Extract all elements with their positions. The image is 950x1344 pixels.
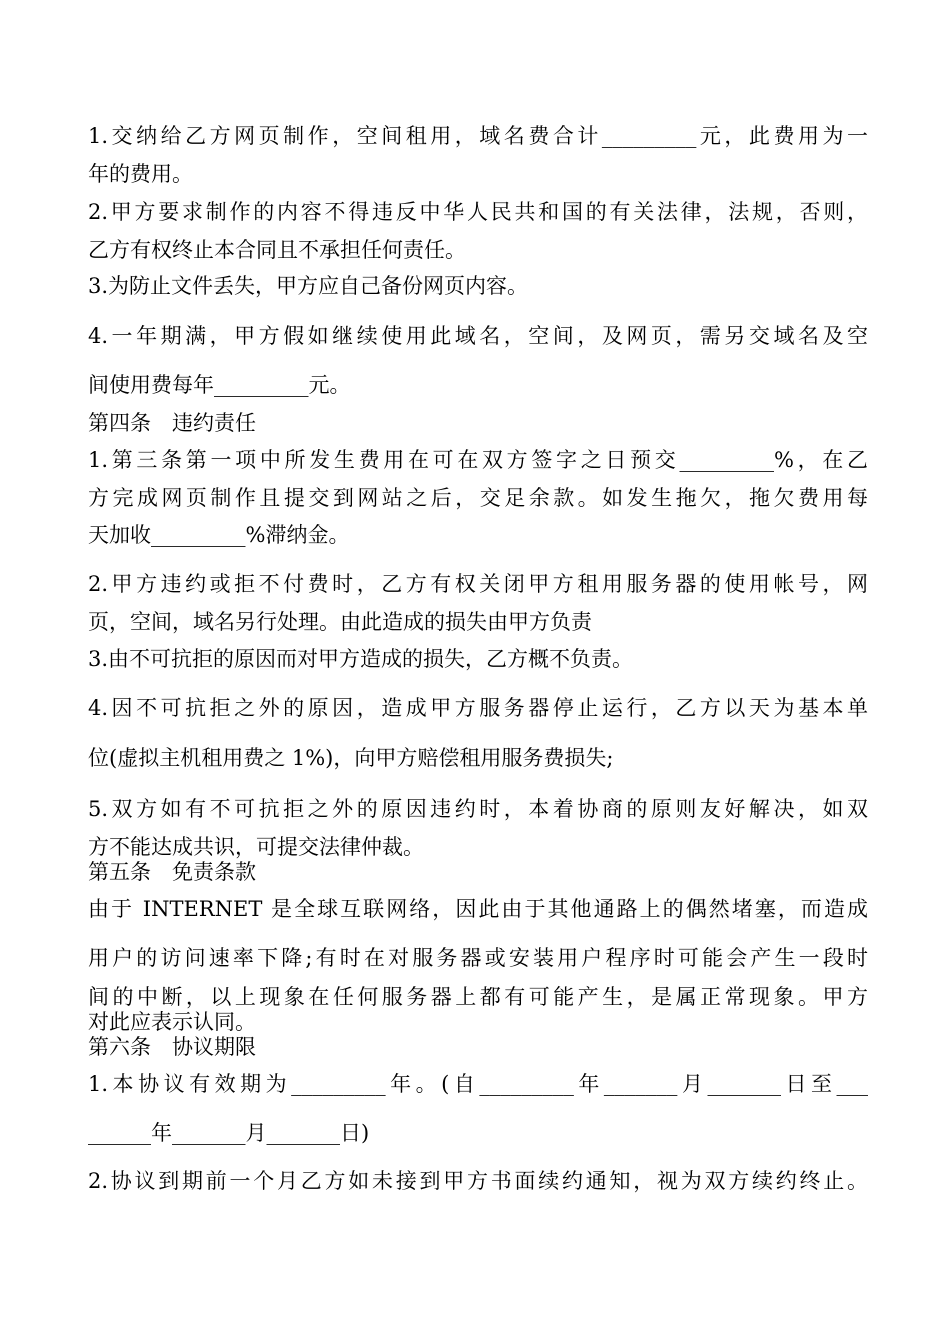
clause-3-4-line-2: 间使用费每年_________元。	[88, 373, 351, 397]
clause-3-1-line-2: 年的费用。	[88, 162, 193, 186]
article-5-line-3: 间的中断，以上现象在任何服务器上都有可能产生，是属正常现象。甲方	[88, 985, 868, 1009]
clause-4-1-line-1: 1.第三条第一项中所发生费用在可在双方签字之日预交_________%，在乙	[88, 448, 868, 472]
clause-6-2-line-1: 2.协议到期前一个月乙方如未接到甲方书面续约通知，视为双方续约终止。	[88, 1169, 868, 1193]
clause-3-1-line-1: 1.交纳给乙方网页制作，空间租用，域名费合计_________元，此费用为一	[88, 124, 868, 148]
article-5-heading: 第五条 免责条款	[88, 860, 256, 884]
clause-4-4-line-2: 位(虚拟主机租用费之 1%)，向甲方赔偿租用服务费损失;	[88, 746, 614, 770]
clause-6-1-line-1: 1.本协议有效期为_________年。(自_________年_______月_______日至___	[88, 1072, 868, 1096]
clause-4-2-line-1: 2.甲方违约或拒不付费时，乙方有权关闭甲方租用服务器的使用帐号，网	[88, 572, 868, 596]
clause-4-5-line-1: 5.双方如有不可抗拒之外的原因违约时，本着协商的原则友好解决，如双	[88, 797, 868, 821]
article-5-line-1: 由于 INTERNET 是全球互联网络，因此由于其他通路上的偶然堵塞，而造成	[88, 897, 868, 921]
article-4-heading: 第四条 违约责任	[88, 411, 256, 435]
clause-4-4-line-1: 4.因不可抗拒之外的原因，造成甲方服务器停止运行，乙方以天为基本单	[88, 696, 868, 720]
clause-4-3-line-1: 3.由不可抗拒的原因而对甲方造成的损失，乙方概不负责。	[88, 647, 634, 671]
clause-4-1-line-2: 方完成网页制作且提交到网站之后，交足余款。如发生拖欠，拖欠费用每	[88, 486, 868, 510]
clause-4-2-line-2: 页，空间，域名另行处理。由此造成的损失由甲方负责	[88, 610, 592, 634]
clause-3-3-line-1: 3.为防止文件丢失，甲方应自己备份网页内容。	[88, 274, 529, 298]
article-6-heading: 第六条 协议期限	[88, 1035, 256, 1059]
clause-4-1-line-3: 天加收_________%滞纳金。	[88, 523, 350, 547]
clause-4-5-line-2: 方不能达成共识，可提交法律仲裁。	[88, 835, 424, 859]
clause-3-2-line-2: 乙方有权终止本合同且不承担任何责任。	[88, 238, 466, 262]
article-5-line-2: 用户的访问速率下降;有时在对服务器或安装用户程序时可能会产生一段时	[88, 946, 868, 970]
article-5-line-4: 对此应表示认同。	[88, 1010, 256, 1034]
clause-6-1-line-2: ______年_______月_______日)	[88, 1121, 370, 1145]
clause-3-4-line-1: 4.一年期满，甲方假如继续使用此域名，空间，及网页，需另交域名及空	[88, 324, 868, 348]
clause-3-2-line-1: 2.甲方要求制作的内容不得违反中华人民共和国的有关法律，法规，否则，	[88, 200, 868, 224]
